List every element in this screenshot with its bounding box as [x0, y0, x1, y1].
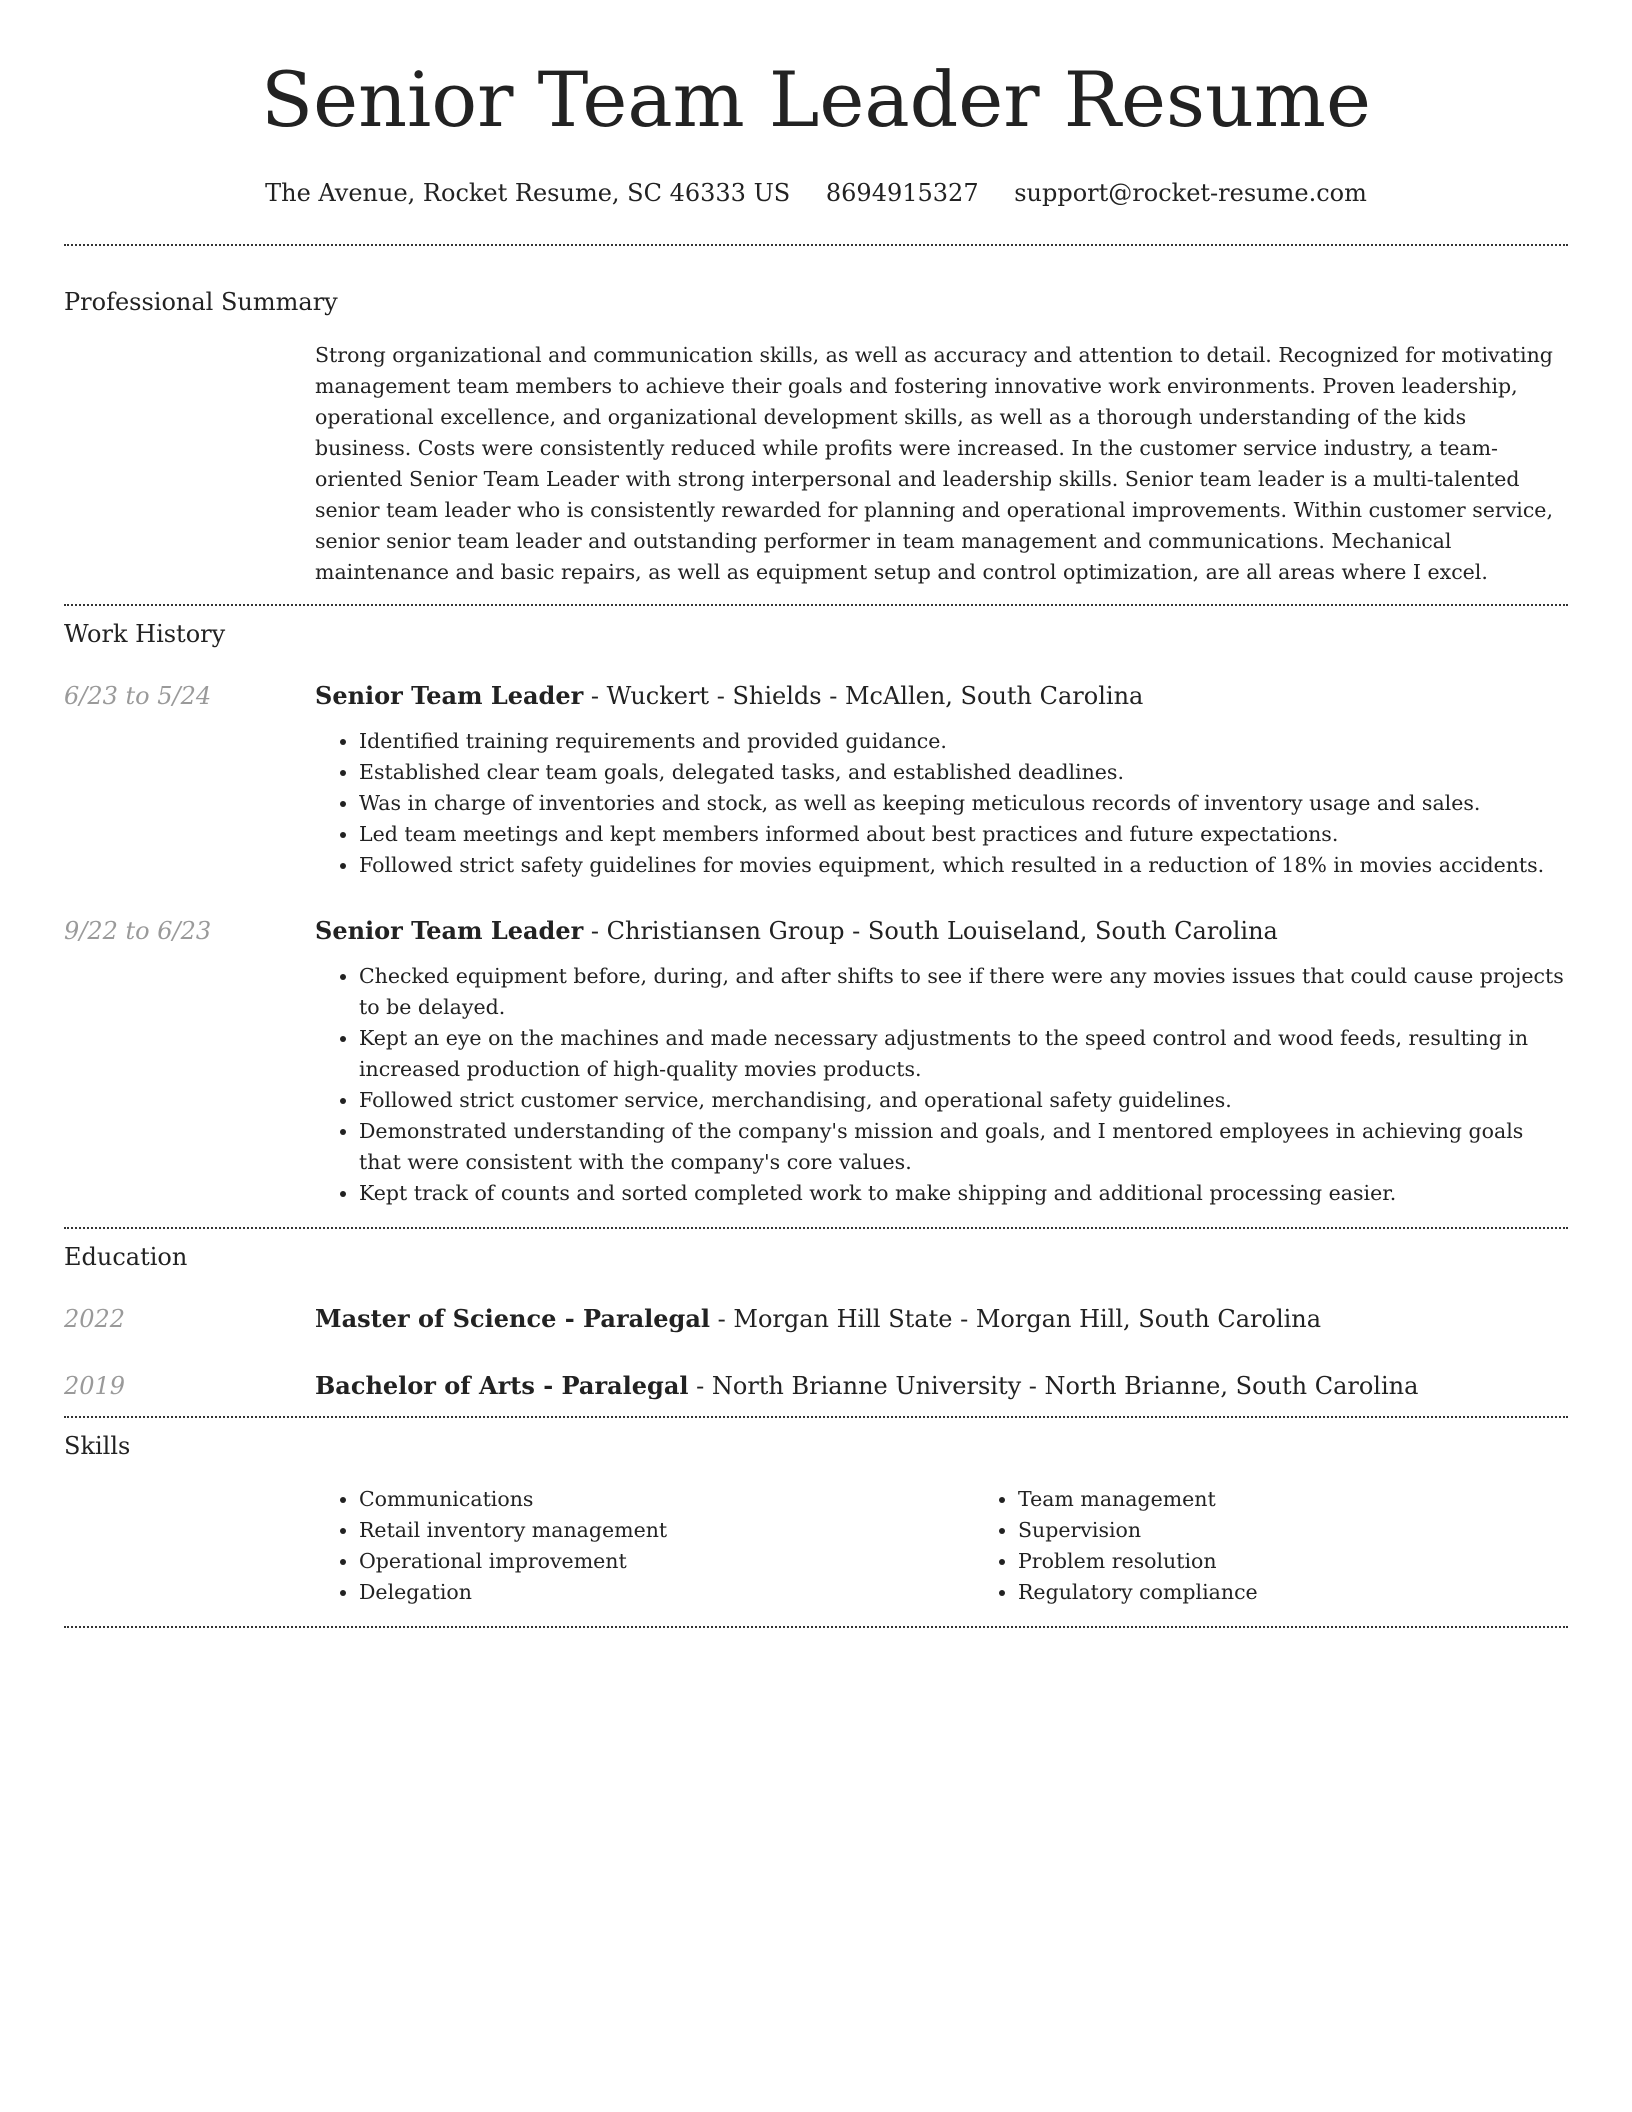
education-entry — [64, 1335, 1568, 1402]
work-history-section — [64, 606, 1568, 1227]
education-details: - Morgan Hill State - Morgan Hill, South Carolina — [710, 1305, 1322, 1333]
summary-row — [64, 318, 1568, 604]
professional-summary-section — [64, 246, 1568, 604]
list-item: • Delegation — [359, 1577, 974, 1608]
job-details: - Wuckert - Shields - McAllen, South Carolina — [583, 682, 1144, 710]
education-details: - North Brianne University - North Brianne, South Carolina — [688, 1372, 1419, 1400]
list-item: • Kept an eye on the machines and made necessary adjustments to the speed control and wood feeds, resulting in increased production of high-quality movies products. — [359, 1023, 1568, 1085]
list-item: • Kept track of counts and sorted completed work to make shipping and additional processing easier. — [359, 1178, 1568, 1209]
job-dates: 9/22 to 6/23 — [64, 917, 212, 945]
list-item: • Communications — [359, 1484, 974, 1515]
list-item: • Was in charge of inventories and stock, as well as keeping meticulous records of inventory usage and sales. — [359, 788, 1568, 819]
job-entry — [64, 881, 1568, 1209]
section-title-summary: Professional Summary — [64, 288, 338, 316]
education-year: 2019 — [64, 1372, 126, 1400]
list-item: • Followed strict customer service, merchandising, and operational safety guidelines. — [359, 1085, 1568, 1116]
section-title-skills: Skills — [64, 1432, 131, 1460]
skills-list-left — [315, 1484, 974, 1608]
skills-list-right — [974, 1484, 1632, 1608]
list-item: • Regulatory compliance — [1018, 1577, 1632, 1608]
list-item: • Checked equipment before, during, and after shifts to see if there were any movies issues that could cause projects to be delayed. — [359, 961, 1568, 1023]
list-item: • Led team meetings and kept members informed about best practices and future expectations. — [359, 819, 1568, 850]
resume-header — [64, 0, 1568, 210]
job-body — [315, 680, 1568, 881]
education-title — [315, 1370, 1568, 1402]
contact-address: The Avenue, Rocket Resume, SC 46333 US — [265, 179, 791, 207]
list-item: • Problem resolution — [1018, 1546, 1632, 1577]
skills-spacer — [64, 1484, 315, 1608]
list-item: • Supervision — [1018, 1515, 1632, 1546]
section-title-work: Work History — [64, 620, 226, 648]
education-entry — [64, 1273, 1568, 1335]
job-bullets — [315, 961, 1568, 1209]
skills-section — [64, 1418, 1568, 1626]
skills-row — [64, 1462, 1568, 1626]
job-details: - Christiansen Group - South Louiseland, South Carolina — [583, 917, 1278, 945]
job-title — [315, 680, 1568, 712]
summary-text: Strong organizational and communication skills, as well as accuracy and attention to detail. Recognized for motivating management team members to achieve their goals and fostering innovative work environments. Proven leadership, operational excellence, and organizational development skills, as well as a thorough understanding of the kids business. Costs were consistently reduced while profits were increased. In the customer service industry, a team-oriented Senior Team Leader with strong interpersonal and leadership skills. Senior team leader is a multi-talented senior team leader who is consistently rewarded for planning and operational improvements. Within customer service, senior senior team leader and outstanding performer in team management and communications. Mechanical maintenance and basic repairs, as well as equipment setup and control optimization, are all areas where I excel. — [315, 343, 1553, 584]
contact-line — [64, 176, 1568, 210]
list-item: • Followed strict safety guidelines for movies equipment, which resulted in a reduction of 18% in movies accidents. — [359, 850, 1568, 881]
contact-email: support@rocket-resume.com — [1014, 179, 1367, 207]
list-item: • Identified training requirements and provided guidance. — [359, 726, 1568, 757]
job-role: Senior Team Leader — [315, 681, 584, 710]
contact-phone: 8694915327 — [825, 179, 979, 207]
summary-body — [315, 340, 1568, 588]
education-body — [315, 1370, 1568, 1402]
job-role: Senior Team Leader — [315, 916, 584, 945]
education-degree: Master of Science - Paralegal — [315, 1304, 710, 1333]
job-body — [315, 915, 1568, 1209]
section-divider — [64, 1626, 1568, 1628]
resume-title: Senior Team Leader Resume — [261, 55, 1371, 144]
list-item: • Demonstrated understanding of the company's mission and goals, and I mentored employees in achieving goals that were consistent with the company's core values. — [359, 1116, 1568, 1178]
job-dates: 6/23 to 5/24 — [64, 682, 212, 710]
job-title — [315, 915, 1568, 947]
skills-columns — [315, 1484, 1632, 1608]
summary-spacer — [64, 340, 315, 588]
section-title-education: Education — [64, 1243, 188, 1271]
education-degree: Bachelor of Arts - Paralegal — [315, 1371, 689, 1400]
education-title — [315, 1303, 1568, 1335]
education-year: 2022 — [64, 1305, 126, 1333]
list-item: • Retail inventory management — [359, 1515, 974, 1546]
list-item: • Team management — [1018, 1484, 1632, 1515]
job-entry — [64, 650, 1568, 881]
education-body — [315, 1303, 1568, 1335]
education-section — [64, 1229, 1568, 1416]
list-item: • Operational improvement — [359, 1546, 974, 1577]
job-bullets — [315, 726, 1568, 881]
list-item: • Established clear team goals, delegated tasks, and established deadlines. — [359, 757, 1568, 788]
